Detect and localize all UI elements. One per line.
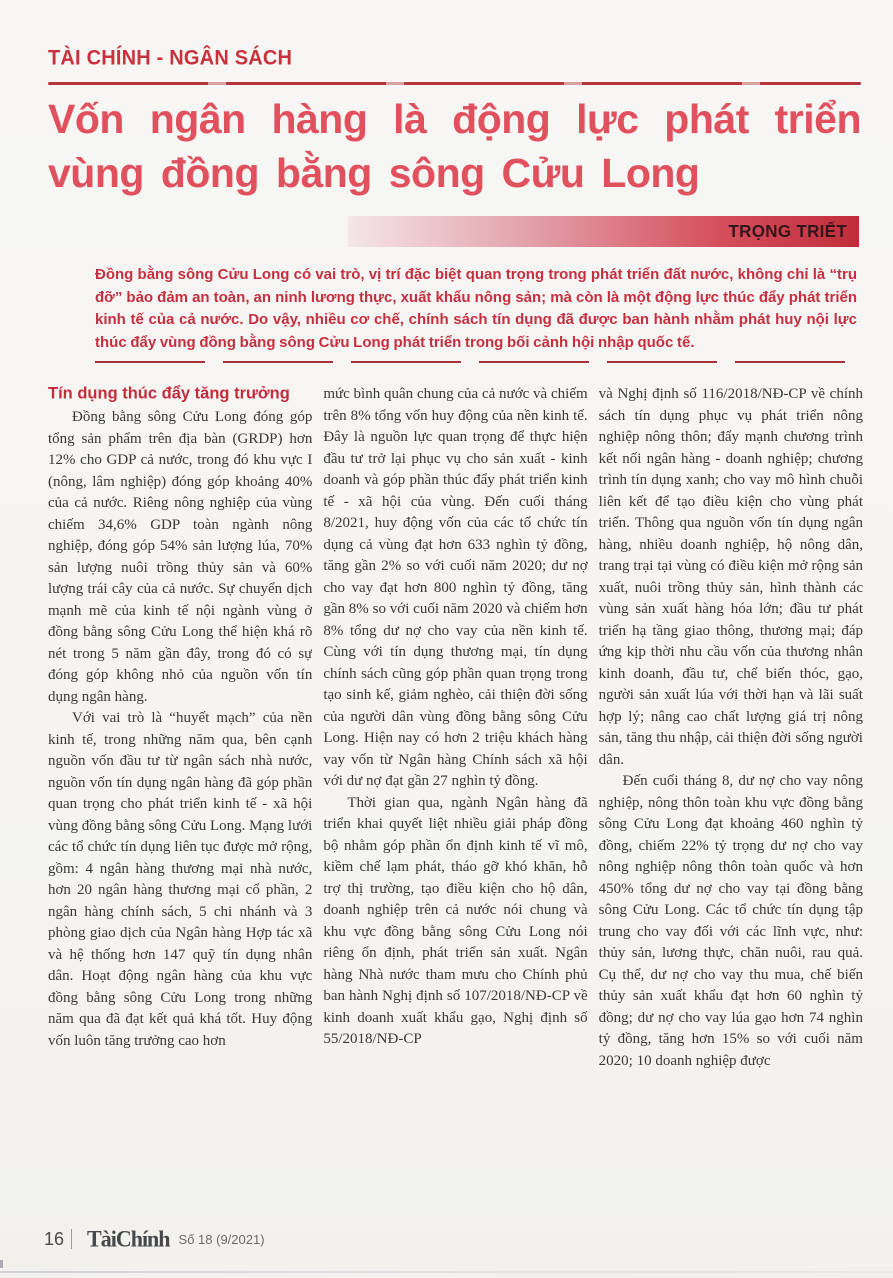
article-column-1 xyxy=(48,384,312,1226)
article-title xyxy=(48,92,861,200)
author-badge xyxy=(348,216,859,247)
body-paragraph: Đến cuối tháng 8, dư nợ cho vay nông nghiệp, nông thôn toàn khu vực đồng bằng sông Cửu Long đạt khoảng 460 nghìn tỷ đồng, chiếm 22% tỷ trọng dư nợ cho vay nông nghiệp nông thôn toàn quốc và hơn 450% tổng dư nợ cho vay tại đồng bằng sông Cửu Long. Các tổ chức tín dụng tập trung cho vay đối với các lĩnh vực, như: thủy sản, lương thực, chăn nuôi, rau quả. Cụ thể, dư nợ cho vay thu mua, chế biến thủy sản xuất khẩu đạt hơn 60 nghìn tỷ đồng; dư nợ cho vay lúa gạo hơn 74 nghìn tỷ đồng, tăng hơn 15% so với cuối năm 2020; 10 doanh nghiệp được xyxy=(598,773,863,1069)
lead-paragraph: Đồng bằng sông Cửu Long có vai trò, vị trí đặc biệt quan trọng trong phát triển đất nước, không chỉ là “trụ đỡ” bảo đảm an toàn, an ninh lương thực, xuất khẩu nông sản; mà còn là một động lực thúc đẩy phát triển kinh tế của cả nước. Do vậy, nhiều cơ chế, chính sách tín dụng đã được ban hành nhằm phát huy nội lực thúc đẩy vùng đồng bằng sông Cửu Long phát triển trong bối cảnh hội nhập quốc tế. xyxy=(95,266,857,351)
author-name: TRỌNG TRIẾT xyxy=(728,221,847,241)
magazine-logo: TàiChính xyxy=(87,1225,170,1252)
kicker-rule xyxy=(48,82,861,85)
page-footer xyxy=(44,1226,265,1252)
article-title-line1: Vốn ngân hàng là động lực phát triển xyxy=(48,96,861,142)
article-title-line2: vùng đồng bằng sông Cửu Long xyxy=(48,150,700,196)
issue-label: Số 18 (9/2021) xyxy=(178,1231,265,1247)
body-paragraph: mức bình quân chung của cả nước và chiếm trên 8% tổng vốn huy động của nền kinh tế. Đây là nguồn lực quan trọng để thực hiện đầu tư trở lại phục vụ cho sản xuất - kinh doanh và góp phần thúc đẩy phát triển kinh tế - xã hội của vùng. Đến cuối tháng 8/2021, huy động vốn của các tổ chức tín dụng cả vùng đạt hơn 633 nghìn tỷ đồng, tăng gần 2% so với cuối năm 2020; dư nợ cho vay đạt hơn 800 nghìn tỷ đồng, tăng gần 8% so với cuối năm 2020 và chiếm hơn 8% tổng dư nợ cho vay của nền kinh tế. Cùng với tín dụng thương mại, tín dụng chính sách cũng góp phần quan trọng trong tạo sinh kế, giảm nghèo, cải thiện đời sống của người dân vùng đồng bằng sông Cửu Long. Hiện nay có hơn 2 triệu khách hàng vay vốn từ Ngân hàng Chính sách xã hội với dư nợ đạt gần 27 nghìn tỷ đồng. xyxy=(323,386,588,789)
lead-divider xyxy=(95,361,857,363)
body-paragraph: Với vai trò là “huyết mạch” của nền kinh tế, trong những năm qua, bên cạnh nguồn vốn đầu tư từ ngân sách nhà nước, nguồn vốn tín dụng ngân hàng đã góp phần quan trọng cho phát triển kinh tế - xã hội vùng đồng bằng sông Cửu Long. Mạng lưới các tổ chức tín dụng liên tục được mở rộng, gồm: 4 ngân hàng thương mại nhà nước, hơn 20 ngân hàng thương mại cổ phần, 2 ngân hàng chính sách, 5 chi nhánh và 3 phòng giao dịch của Ngân hàng Hợp tác xã và hệ thống hơn 147 quỹ tín dụng nhân dân. Hoạt động ngân hàng của khu vực đồng bằng sông Cửu Long trong những năm qua đã đạt kết quả khá tốt. Huy động vốn luôn tăng trưởng cao hơn xyxy=(48,710,313,1049)
body-paragraph: Đồng bằng sông Cửu Long đóng góp tổng sản phẩm trên địa bàn (GRDP) hơn 12% cho GDP cả nước, trong đó khu vực I (nông, lâm nghiệp) đóng góp khoảng 40% của cả nước. Riêng nông nghiệp của vùng chiếm 34,6% GDP toàn ngành nông nghiệp, đóng góp 54% sản lượng lúa, 70% sản lượng nuôi trồng thủy sản và 60% lượng trái cây của cả nước. Sự chuyển dịch mạnh mẽ của kinh tế nội ngành vùng ở đồng bằng sông Cửu Long thể hiện khá rõ nét trong 5 năm gần đây, trong đó có sự đóng góp không nhỏ của nguồn vốn tín dụng ngân hàng. xyxy=(48,409,313,705)
article-column-2 xyxy=(323,384,587,1226)
scan-edge-mark xyxy=(0,1260,3,1268)
body-paragraph: và Nghị định số 116/2018/NĐ-CP về chính sách tín dụng phục vụ phát triển nông nghiệp nông thôn; đẩy mạnh chương trình kết nối ngân hàng - doanh nghiệp; chương trình tín dụng xanh; cho vay mô hình chuỗi liên kết để tạo điều kiện cho vùng phát triển. Thông qua nguồn vốn tín dụng ngân hàng, nhiều doanh nghiệp, hộ nông dân, trang trại tại vùng có điều kiện mở rộng sản xuất, nuôi trồng thủy sản, hình thành các vùng sản xuất hàng hóa lớn; đầu tư phát triển hạ tầng giao thông, thương mại; đáp ứng kịp thời nhu cầu vốn của thương nhân kinh doanh, đầu tư, chế biến thóc, gạo, người sản xuất lúa với thời hạn và lãi suất hợp lý; nâng cao chất lượng giá trị nông sản, tăng thu nhập, cải thiện đời sống người dân. xyxy=(598,386,863,768)
article-body xyxy=(48,384,863,1226)
lead-block xyxy=(95,264,857,363)
page-number: 16 xyxy=(44,1228,65,1249)
body-paragraph: Thời gian qua, ngành Ngân hàng đã triển khai quyết liệt nhiều giải pháp đồng bộ nhằm góp phần ổn định kinh tế vĩ mô, kiềm chế lạm phát, tháo gỡ khó khăn, hỗ trợ thị trường, tạo điều kiện cho hộ dân, doanh nghiệp trên cả nước nói chung và khu vực đồng bằng sông Cửu Long nói riêng ổn định, phát triển sản xuất. Ngân hàng Nhà nước tham mưu cho Chính phủ ban hành Nghị định số 107/2018/NĐ-CP về kinh doanh xuất khẩu gạo, Nghị định số 55/2018/NĐ-CP xyxy=(323,794,588,1047)
footer-divider xyxy=(71,1229,72,1249)
article-column-3 xyxy=(599,384,863,1226)
section-kicker: TÀI CHÍNH - NGÂN SÁCH xyxy=(48,47,293,70)
section-heading: Tín dụng thúc đẩy tăng trưởng xyxy=(48,384,290,403)
scan-bottom-line xyxy=(0,1271,893,1273)
